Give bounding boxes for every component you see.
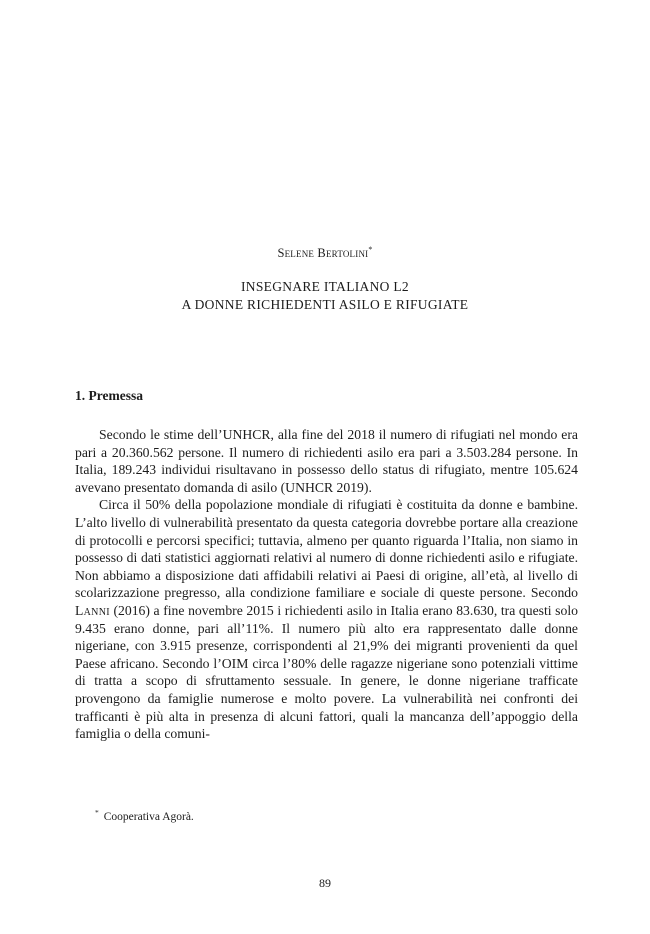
footnote [95, 808, 194, 823]
footnote-marker: * [95, 808, 99, 817]
title-line-1: INSEGNARE ITALIANO L2 [241, 279, 409, 294]
paragraph-1: Secondo le stime dell’UNHCR, alla fine del 2018 il numero di rifugiati nel mondo era pari a 20.360.562 persone. Il numero di richiedenti asilo era pari a 3.503.284 persone. In Italia, 189.243 individui risultavano in possesso dello status di rifugiato, mentre 105.624 avevano presentato domanda di asilo (UNHCR 2019). [75, 427, 578, 495]
author-footnote-marker: * [368, 245, 373, 254]
title-line-2: A DONNE RICHIEDENTI ASILO E RIFUGIATE [181, 297, 469, 312]
page-number: 89 [319, 876, 331, 890]
body-text [75, 426, 578, 743]
author-line [0, 245, 650, 261]
paragraph-2-part-2: (2016) a fine novembre 2015 i richiedenti asilo in Italia erano 83.630, tra questi solo 9.435 erano donne, pari all’11%. Il numero più alto era rappresentato dalle donne nigeriane, con 3.915 presenze, corrispondenti al 21,9% dei migranti provenienti da quel Paese africano. Secondo l’OIM circa l’80% delle ragazze nigeriane sono potenziali vittime di tratta a scopo di sfruttamento sessuale. In genere, le donne nigeriane trafficate provengono da famiglie numerose e molto povere. La vulnerabilità nei confronti dei trafficanti è più alta in presenza di alcuni fattori, quali la mancanza dell’appoggio della famiglia o della comuni- [75, 602, 578, 742]
footnote-text: Cooperativa Agorà. [103, 810, 194, 823]
author-name: Selene Bertolini [277, 246, 369, 261]
paragraph-2 [75, 496, 578, 742]
paragraph-2-part-1: Circa il 50% della popolazione mondiale di rifugiati è costituita da donne e bambine. L’alto livello di vulnerabilità presentato da questa categoria dovrebbe portare alla creazione di protocolli e percorsi specifici; tuttavia, almeno per quanto riguarda l’Italia, non siamo in possesso di dati statistici aggiornati relativi al numero di donne richiedenti asilo e rifugiate. Non abbiamo a disposizione dati affidabili relativi ai Paesi di origine, all’età, al livello di scolarizzazione pregresso, alla condizione familiare e sociale di queste persone. Secondo [75, 497, 578, 601]
section-heading: 1. Premessa [75, 388, 143, 403]
cited-author: Lanni [75, 602, 110, 618]
chapter-title [0, 278, 650, 314]
